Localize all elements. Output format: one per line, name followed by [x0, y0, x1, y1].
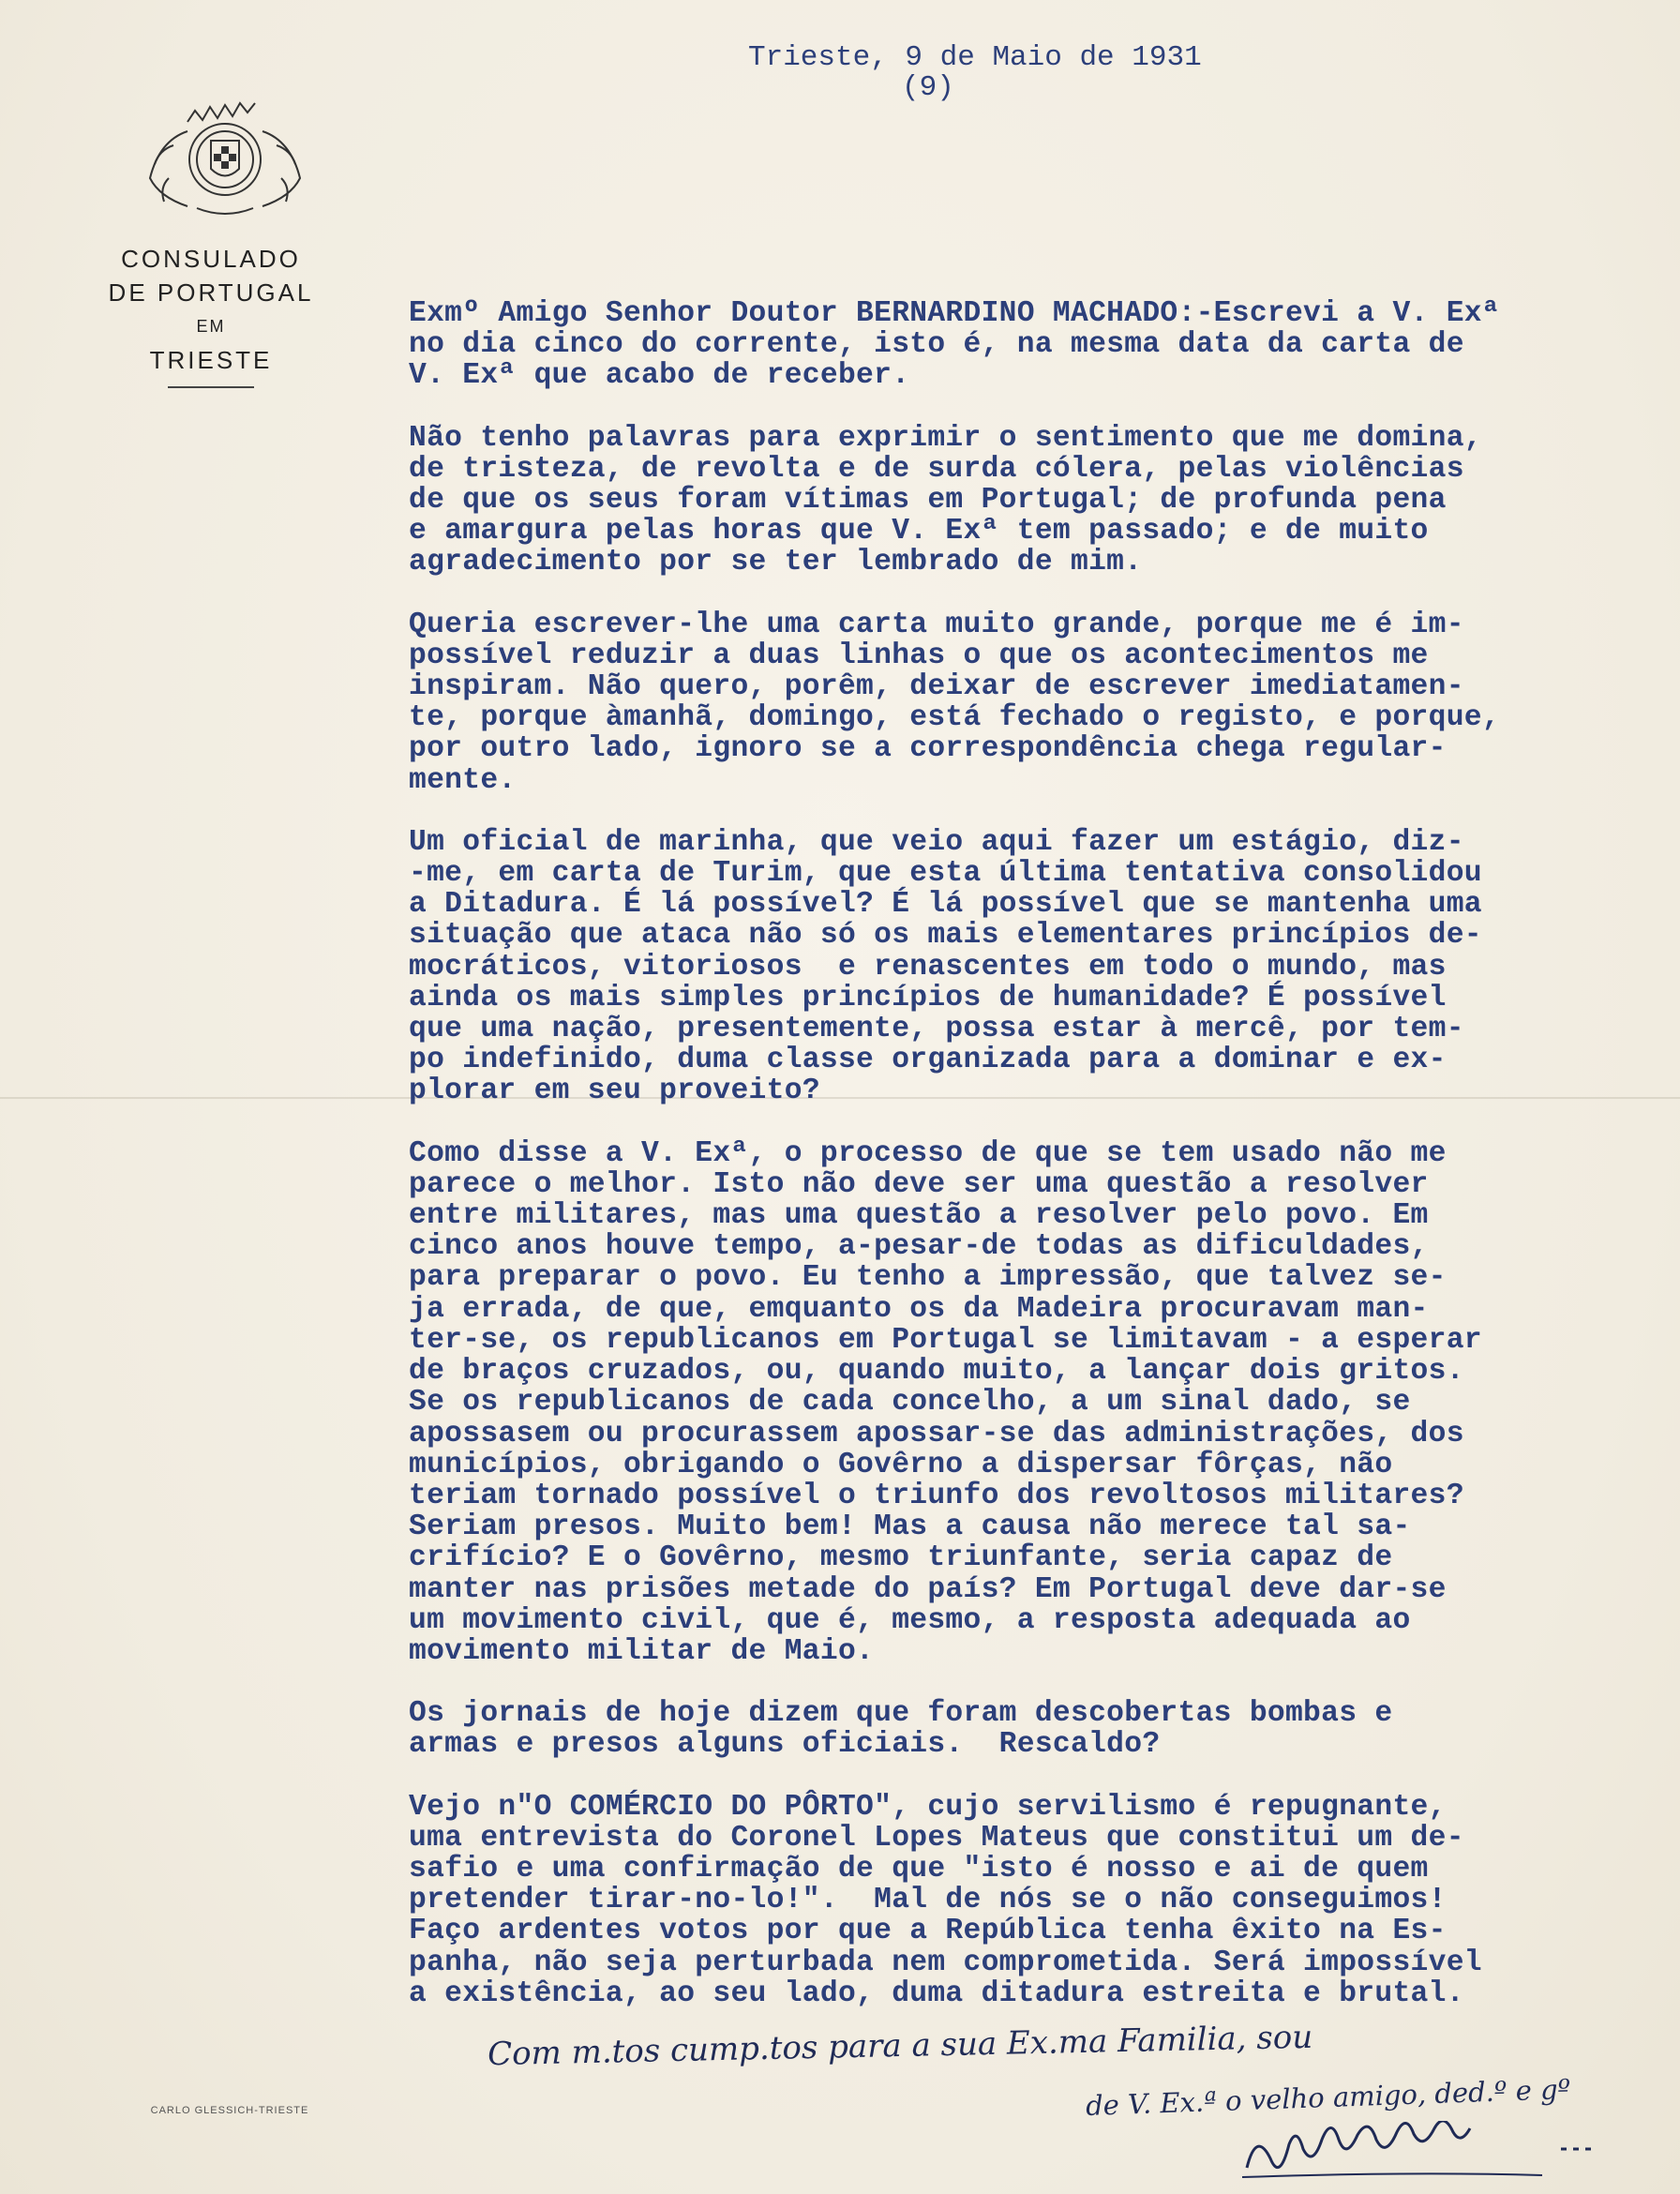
- handwritten-closing-2: de V. Ex.ª o velho amigo, ded.º e gº: [1085, 2072, 1571, 2123]
- paragraph: [409, 1698, 1581, 1760]
- letterhead-line-trieste: TRIESTE: [149, 346, 273, 374]
- text-line: de que os seus foram vítimas em Portugal; de profunda pena: [409, 484, 1447, 518]
- text-line: de braços cruzados, ou, quando muito, a lançar dois gritos.: [409, 1355, 1464, 1389]
- text-line: Queria escrever-lhe uma carta muito grande, porque me é im-: [409, 608, 1464, 641]
- text-line: entre militares, mas uma questão a resolver pelo povo. Em: [409, 1199, 1429, 1233]
- paragraph: [409, 298, 1581, 392]
- text-line: armas e presos alguns oficiais. Rescaldo?: [409, 1728, 1161, 1762]
- text-line: teriam tornado possível o triunfo dos revoltosos militares?: [409, 1479, 1464, 1512]
- text-line: e amargura pelas horas que V. Exª tem passado; e de muito: [409, 515, 1429, 548]
- text-line: Seriam presos. Muito bem! Mas a causa não merece tal sa-: [409, 1510, 1411, 1544]
- text-line: Faço ardentes votos por que a República tenha êxito na Es-: [409, 1915, 1447, 1948]
- text-line: agradecimento por se ter lembrado de mim.: [409, 546, 1143, 579]
- text-line: um movimento civil, que é, mesmo, a resposta adequada ao: [409, 1603, 1411, 1637]
- text-line: inspiram. Não quero, porêm, deixar de escrever imediatamen-: [409, 670, 1464, 704]
- paragraph: [409, 1138, 1581, 1667]
- paragraph: [409, 609, 1581, 796]
- text-line: plorar em seu proveito?: [409, 1074, 820, 1108]
- text-line: mocráticos, vitoriosos e renascentes em todo o mundo, mas: [409, 950, 1447, 984]
- letterhead-line-em: EM: [196, 317, 226, 336]
- text-line: Um oficial de marinha, que veio aqui fazer um estágio, diz-: [409, 825, 1464, 859]
- text-line: ter-se, os republicanos em Portugal se limitavam - a esperar: [409, 1323, 1482, 1357]
- text-line: safio e uma confirmação de que "isto é nosso e ai de quem: [409, 1852, 1429, 1886]
- text-line: Exmº Amigo Senhor Doutor BERNARDINO MACHADO:-Escrevi a V. Exª: [409, 297, 1500, 330]
- letterhead-line-portugal: DE PORTUGAL: [108, 278, 314, 307]
- text-line: -me, em carta de Turim, que esta última tentativa consolidou: [409, 857, 1482, 891]
- text-line: Se os republicanos de cada concelho, a um sinal dado, se: [409, 1386, 1411, 1420]
- paragraph: [409, 423, 1581, 579]
- text-line: V. Exª que acabo de receber.: [409, 359, 910, 393]
- coat-of-arms-icon: [131, 94, 319, 225]
- page-number: (9): [902, 71, 954, 104]
- text-line: Não tenho palavras para exprimir o sentimento que me domina,: [409, 421, 1482, 455]
- signature-icon: [1238, 2121, 1603, 2186]
- text-line: a existência, ao seu lado, duma ditadura estreita e brutal.: [409, 1976, 1464, 2010]
- text-line: uma entrevista do Coronel Lopes Mateus que constitui um de-: [409, 1821, 1464, 1855]
- text-line: te, porque àmanhã, domingo, está fechado o registo, e porque,: [409, 701, 1500, 735]
- text-line: Os jornais de hoje dizem que foram descobertas bombas e: [409, 1697, 1393, 1731]
- dateline: Trieste, 9 de Maio de 1931: [748, 41, 1202, 74]
- text-line: pretender tirar-no-lo!". Mal de nós se o não conseguimos!: [409, 1884, 1447, 1917]
- text-line: a Ditadura. É lá possível? É lá possível que se mantenha uma: [409, 888, 1482, 922]
- text-line: de tristeza, de revolta e de surda cólera, pelas violências: [409, 452, 1464, 486]
- handwritten-closing-1: Com m.tos cump.tos para a sua Ex.ma Familia, sou: [487, 2018, 1313, 2074]
- text-line: ainda os mais simples princípios de humanidade? É possível: [409, 981, 1447, 1014]
- text-line: crifício? E o Govêrno, mesmo triunfante, seria capaz de: [409, 1541, 1393, 1575]
- text-line: parece o melhor. Isto não deve ser uma questão a resolver: [409, 1167, 1429, 1201]
- text-line: mente.: [409, 763, 517, 797]
- letterhead-rule: [168, 386, 254, 388]
- letterhead: [94, 242, 328, 388]
- text-line: no dia cinco do corrente, isto é, na mesma data da carta de: [409, 328, 1464, 362]
- paragraph: [409, 1792, 1581, 2009]
- text-line: movimento militar de Maio.: [409, 1634, 875, 1668]
- text-line: municípios, obrigando o Govêrno a dispersar fôrças, não: [409, 1448, 1393, 1481]
- letter-body: [409, 298, 1581, 2040]
- letterhead-line-consulado: CONSULADO: [121, 245, 301, 273]
- text-line: para preparar o povo. Eu tenho a impressão, que talvez se-: [409, 1261, 1447, 1295]
- text-line: Como disse a V. Exª, o processo de que se tem usado não me: [409, 1136, 1447, 1170]
- text-line: panha, não seja perturbada nem comprometida. Será impossível: [409, 1946, 1482, 1979]
- text-line: manter nas prisões metade do país? Em Portugal deve dar-se: [409, 1572, 1447, 1606]
- text-line: Vejo n"O COMÉRCIO DO PÔRTO", cujo servilismo é repugnante,: [409, 1790, 1447, 1824]
- text-line: possível reduzir a duas linhas o que os acontecimentos me: [409, 639, 1429, 672]
- paragraph: [409, 827, 1581, 1107]
- text-line: apossasem ou procurassem apossar-se das administrações, dos: [409, 1417, 1464, 1450]
- text-line: por outro lado, ignoro se a correspondência chega regular-: [409, 732, 1447, 766]
- text-line: ja errada, de que, emquanto os da Madeira procuravam man-: [409, 1292, 1429, 1326]
- text-line: po indefinido, duma classe organizada para a dominar e ex-: [409, 1044, 1447, 1077]
- printer-credit: CARLO GLESSICH-TRIESTE: [150, 2105, 309, 2116]
- text-line: cinco anos houve tempo, a-pesar-de todas as dificuldades,: [409, 1230, 1429, 1264]
- text-line: que uma nação, presentemente, possa estar à mercê, por tem-: [409, 1013, 1464, 1046]
- text-line: situação que ataca não só os mais elementares princípios de-: [409, 919, 1482, 953]
